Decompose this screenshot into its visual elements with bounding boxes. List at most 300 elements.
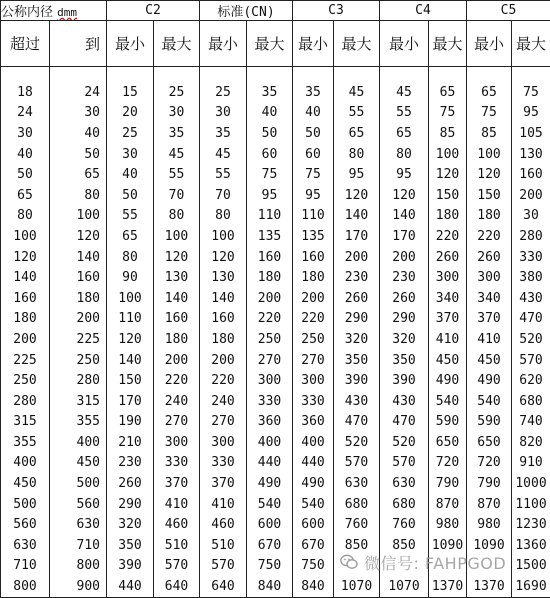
table-cell: 200 bbox=[334, 247, 380, 268]
table-cell: 290 bbox=[334, 309, 380, 330]
table-cell: 65 bbox=[380, 123, 429, 144]
table-cell: 140 bbox=[154, 288, 200, 309]
table-cell: 1000 bbox=[512, 473, 550, 494]
table-cell: 50 bbox=[107, 185, 154, 206]
table-cell: 290 bbox=[107, 494, 154, 515]
table-cell: 710 bbox=[50, 535, 107, 556]
table-cell: 25 bbox=[154, 82, 200, 103]
table-cell: 750 bbox=[293, 556, 334, 577]
table-cell: 65 bbox=[1, 185, 50, 206]
table-cell: 220 bbox=[154, 370, 200, 391]
table-cell: 320 bbox=[334, 329, 380, 350]
table-cell: 840 bbox=[293, 576, 334, 597]
table-cell: 390 bbox=[334, 370, 380, 391]
table-cell: 800 bbox=[50, 556, 107, 577]
table-cell: 80 bbox=[107, 247, 154, 268]
table-cell: 140 bbox=[107, 350, 154, 371]
table-cell: 1230 bbox=[512, 514, 550, 535]
table-cell: 280 bbox=[1, 391, 50, 412]
table-cell: 370 bbox=[467, 309, 512, 330]
table-cell: 510 bbox=[200, 535, 247, 556]
table-cell: 120 bbox=[1, 247, 50, 268]
table-cell: 230 bbox=[380, 267, 429, 288]
table-cell: 45 bbox=[380, 82, 429, 103]
table-cell: 870 bbox=[429, 494, 467, 515]
table-cell: 330 bbox=[154, 453, 200, 474]
table-cell: 1100 bbox=[512, 494, 550, 515]
table-cell: 80 bbox=[380, 144, 429, 165]
table-cell: 50 bbox=[50, 144, 107, 165]
header-row-groups bbox=[1, 1, 550, 21]
table-row bbox=[1, 412, 550, 433]
table-cell: 180 bbox=[429, 206, 467, 227]
table-cell: 30 bbox=[200, 103, 247, 124]
table-cell: 490 bbox=[429, 370, 467, 391]
table-cell: 65 bbox=[334, 123, 380, 144]
table-cell: 490 bbox=[247, 473, 293, 494]
table-cell: 290 bbox=[380, 309, 429, 330]
table-cell: 1360 bbox=[512, 535, 550, 556]
table-cell: 40 bbox=[293, 103, 334, 124]
table-cell: 250 bbox=[50, 350, 107, 371]
table-cell: 300 bbox=[429, 267, 467, 288]
table-cell: 140 bbox=[200, 288, 247, 309]
table-cell: 370 bbox=[429, 309, 467, 330]
table-cell: 680 bbox=[512, 391, 550, 412]
table-cell: 1090 bbox=[467, 535, 512, 556]
table-cell: 470 bbox=[334, 412, 380, 433]
table-cell: 410 bbox=[200, 494, 247, 515]
table-cell: 200 bbox=[50, 309, 107, 330]
table-row bbox=[1, 82, 550, 103]
table-cell: 720 bbox=[467, 453, 512, 474]
table-cell: 95 bbox=[293, 185, 334, 206]
table-row bbox=[1, 288, 550, 309]
table-cell: 510 bbox=[154, 535, 200, 556]
table-cell: 150 bbox=[107, 370, 154, 391]
table-cell: 315 bbox=[50, 391, 107, 412]
table-cell: 560 bbox=[50, 494, 107, 515]
table-cell: 130 bbox=[512, 144, 550, 165]
table-cell: 80 bbox=[1, 206, 50, 227]
table-cell: 180 bbox=[1, 309, 50, 330]
table-cell: 95 bbox=[334, 164, 380, 185]
table-cell: 540 bbox=[247, 494, 293, 515]
table-cell: 450 bbox=[467, 350, 512, 371]
table-cell: 95 bbox=[380, 164, 429, 185]
table-cell: 430 bbox=[512, 288, 550, 309]
table-cell: 120 bbox=[107, 329, 154, 350]
table-cell: 980 bbox=[429, 514, 467, 535]
table-cell: 30 bbox=[107, 144, 154, 165]
table-cell: 35 bbox=[154, 123, 200, 144]
table-cell bbox=[380, 556, 429, 577]
table-cell: 250 bbox=[293, 329, 334, 350]
table-cell: 110 bbox=[293, 206, 334, 227]
table-cell: 200 bbox=[154, 350, 200, 371]
table-cell: 35 bbox=[200, 123, 247, 144]
table-cell: 180 bbox=[467, 206, 512, 227]
table-cell: 300 bbox=[467, 267, 512, 288]
table-cell: 670 bbox=[247, 535, 293, 556]
table-cell: 440 bbox=[293, 453, 334, 474]
table-row bbox=[1, 494, 550, 515]
table-cell: 24 bbox=[50, 82, 107, 103]
table-cell: 100 bbox=[1, 226, 50, 247]
table-cell: 300 bbox=[247, 370, 293, 391]
table-cell: 400 bbox=[247, 432, 293, 453]
table-cell: 540 bbox=[293, 494, 334, 515]
table-cell: 900 bbox=[50, 576, 107, 597]
table-row bbox=[1, 514, 550, 535]
table-cell: 490 bbox=[467, 370, 512, 391]
table-cell: 630 bbox=[50, 514, 107, 535]
table-cell: 570 bbox=[380, 453, 429, 474]
table-cell: 320 bbox=[107, 514, 154, 535]
table-cell: 680 bbox=[334, 494, 380, 515]
table-cell: 95 bbox=[247, 185, 293, 206]
table-cell: 140 bbox=[50, 247, 107, 268]
table-cell: 790 bbox=[467, 473, 512, 494]
table-cell: 230 bbox=[334, 267, 380, 288]
header-to: 到 bbox=[50, 21, 107, 67]
table-row bbox=[1, 453, 550, 474]
table-cell: 200 bbox=[1, 329, 50, 350]
table-cell: 220 bbox=[429, 226, 467, 247]
table-row bbox=[1, 329, 550, 350]
table-cell: 710 bbox=[1, 556, 50, 577]
table-cell: 520 bbox=[380, 432, 429, 453]
table-cell: 340 bbox=[467, 288, 512, 309]
table-cell: 570 bbox=[512, 350, 550, 371]
table-cell: 360 bbox=[247, 412, 293, 433]
table-cell: 180 bbox=[200, 329, 247, 350]
table-cell: 320 bbox=[380, 329, 429, 350]
table-cell: 50 bbox=[1, 164, 50, 185]
table-cell: 80 bbox=[334, 144, 380, 165]
header-c2-min: 最小 bbox=[107, 21, 154, 67]
table-cell: 240 bbox=[200, 391, 247, 412]
header-cn-max: 最大 bbox=[247, 21, 293, 67]
table-cell: 570 bbox=[334, 453, 380, 474]
table-cell: 410 bbox=[154, 494, 200, 515]
table-cell: 160 bbox=[154, 309, 200, 330]
table-cell: 170 bbox=[380, 226, 429, 247]
table-cell: 790 bbox=[429, 473, 467, 494]
table-cell: 110 bbox=[107, 309, 154, 330]
table-cell: 350 bbox=[334, 350, 380, 371]
table-cell: 110 bbox=[247, 206, 293, 227]
header-group-c5: C5 bbox=[467, 1, 550, 21]
table-cell: 260 bbox=[429, 247, 467, 268]
table-cell: 75 bbox=[512, 82, 550, 103]
table-cell: 570 bbox=[200, 556, 247, 577]
table-cell: 30 bbox=[512, 206, 550, 227]
table-cell: 1500 bbox=[512, 556, 550, 577]
table-cell: 170 bbox=[334, 226, 380, 247]
table-cell: 160 bbox=[200, 309, 247, 330]
table-cell: 160 bbox=[293, 247, 334, 268]
table-cell: 85 bbox=[467, 123, 512, 144]
table-cell: 100 bbox=[154, 226, 200, 247]
table-cell bbox=[334, 556, 380, 577]
table-cell: 670 bbox=[293, 535, 334, 556]
table-cell: 180 bbox=[50, 288, 107, 309]
table-cell: 400 bbox=[50, 432, 107, 453]
table-cell: 24 bbox=[1, 103, 50, 124]
table-cell: 15 bbox=[107, 82, 154, 103]
header-nominal-label: 公称内径 bbox=[1, 5, 53, 20]
header-group-c4: C4 bbox=[380, 1, 467, 21]
table-cell: 160 bbox=[50, 267, 107, 288]
table-cell: 150 bbox=[467, 185, 512, 206]
table-cell: 180 bbox=[154, 329, 200, 350]
table-cell: 160 bbox=[512, 164, 550, 185]
table-cell: 850 bbox=[380, 535, 429, 556]
table-cell: 680 bbox=[380, 494, 429, 515]
table-row bbox=[1, 556, 550, 577]
table-cell: 140 bbox=[334, 206, 380, 227]
header-c3-max: 最大 bbox=[334, 21, 380, 67]
table-cell: 150 bbox=[429, 185, 467, 206]
table-cell: 390 bbox=[380, 370, 429, 391]
table-row bbox=[1, 144, 550, 165]
table-cell: 640 bbox=[154, 576, 200, 597]
table-cell: 330 bbox=[200, 453, 247, 474]
table-cell: 430 bbox=[334, 391, 380, 412]
table-cell: 840 bbox=[247, 576, 293, 597]
table-cell: 260 bbox=[467, 247, 512, 268]
table-cell: 80 bbox=[50, 185, 107, 206]
table-row bbox=[1, 576, 550, 597]
table-row bbox=[1, 123, 550, 144]
table-cell: 270 bbox=[200, 412, 247, 433]
table-cell: 225 bbox=[1, 350, 50, 371]
table-row bbox=[1, 432, 550, 453]
header-nominal-diameter bbox=[1, 1, 107, 21]
table-cell: 120 bbox=[50, 226, 107, 247]
table-cell: 120 bbox=[380, 185, 429, 206]
table-cell: 270 bbox=[247, 350, 293, 371]
table-cell: 540 bbox=[467, 391, 512, 412]
table-cell: 75 bbox=[429, 103, 467, 124]
table-cell: 200 bbox=[247, 288, 293, 309]
header-c5-min: 最小 bbox=[467, 21, 512, 67]
table-cell: 230 bbox=[107, 453, 154, 474]
table-cell: 650 bbox=[429, 432, 467, 453]
table-row bbox=[1, 473, 550, 494]
table-cell: 460 bbox=[200, 514, 247, 535]
table-cell: 870 bbox=[467, 494, 512, 515]
table-cell: 430 bbox=[380, 391, 429, 412]
table-cell: 120 bbox=[154, 247, 200, 268]
table-cell: 800 bbox=[1, 576, 50, 597]
table-cell: 120 bbox=[429, 164, 467, 185]
header-row-subcolumns bbox=[1, 21, 550, 67]
header-cn-min: 最小 bbox=[200, 21, 247, 67]
header-group-cn: 标准(CN) bbox=[200, 1, 293, 21]
table-cell: 270 bbox=[293, 350, 334, 371]
table-cell: 1690 bbox=[512, 576, 550, 597]
table-cell: 25 bbox=[107, 123, 154, 144]
table-cell: 280 bbox=[512, 226, 550, 247]
table-cell: 315 bbox=[1, 412, 50, 433]
table-cell: 750 bbox=[247, 556, 293, 577]
table-row bbox=[1, 226, 550, 247]
table-cell: 410 bbox=[467, 329, 512, 350]
table-cell: 55 bbox=[380, 103, 429, 124]
header-group-c3: C3 bbox=[293, 1, 380, 21]
table-cell: 75 bbox=[467, 103, 512, 124]
table-cell: 1370 bbox=[467, 576, 512, 597]
table-cell: 460 bbox=[154, 514, 200, 535]
table-cell: 80 bbox=[154, 206, 200, 227]
table-cell: 720 bbox=[429, 453, 467, 474]
table-cell: 180 bbox=[247, 267, 293, 288]
header-c2-max: 最大 bbox=[154, 21, 200, 67]
table-cell: 40 bbox=[50, 123, 107, 144]
table-cell: 410 bbox=[429, 329, 467, 350]
table-cell: 200 bbox=[512, 185, 550, 206]
table-cell: 220 bbox=[293, 309, 334, 330]
table-cell: 200 bbox=[200, 350, 247, 371]
table-cell: 170 bbox=[107, 391, 154, 412]
table-cell: 630 bbox=[334, 473, 380, 494]
table-cell: 135 bbox=[293, 226, 334, 247]
table-cell: 260 bbox=[334, 288, 380, 309]
table-cell: 440 bbox=[247, 453, 293, 474]
table-cell: 300 bbox=[200, 432, 247, 453]
table-cell: 450 bbox=[50, 453, 107, 474]
table-cell: 45 bbox=[334, 82, 380, 103]
table-cell: 300 bbox=[154, 432, 200, 453]
table-cell: 100 bbox=[200, 226, 247, 247]
table-cell: 90 bbox=[107, 267, 154, 288]
table-cell bbox=[429, 556, 467, 577]
table-cell: 820 bbox=[512, 432, 550, 453]
table-cell: 225 bbox=[50, 329, 107, 350]
table-cell: 910 bbox=[512, 453, 550, 474]
table-cell: 520 bbox=[512, 329, 550, 350]
table-cell: 50 bbox=[293, 123, 334, 144]
table-cell: 130 bbox=[200, 267, 247, 288]
table-row bbox=[1, 391, 550, 412]
header-nominal-unit: dmm bbox=[57, 6, 77, 19]
table-cell: 500 bbox=[1, 494, 50, 515]
table-cell: 560 bbox=[1, 514, 50, 535]
table-cell: 640 bbox=[200, 576, 247, 597]
table-cell: 120 bbox=[334, 185, 380, 206]
table-cell: 95 bbox=[512, 103, 550, 124]
table-cell: 850 bbox=[334, 535, 380, 556]
table-cell: 980 bbox=[467, 514, 512, 535]
table-cell: 450 bbox=[1, 473, 50, 494]
table-cell: 30 bbox=[1, 123, 50, 144]
table-cell bbox=[467, 556, 512, 577]
table-cell: 18 bbox=[1, 82, 50, 103]
table-cell: 140 bbox=[380, 206, 429, 227]
table-cell: 120 bbox=[200, 247, 247, 268]
table-cell: 450 bbox=[429, 350, 467, 371]
table-cell: 40 bbox=[107, 164, 154, 185]
table-cell: 280 bbox=[50, 370, 107, 391]
table-cell: 60 bbox=[247, 144, 293, 165]
table-row bbox=[1, 309, 550, 330]
table-cell: 300 bbox=[293, 370, 334, 391]
table-cell: 470 bbox=[512, 309, 550, 330]
header-c3-min: 最小 bbox=[293, 21, 334, 67]
table-cell: 630 bbox=[1, 535, 50, 556]
table-cell: 380 bbox=[512, 267, 550, 288]
table-cell: 1370 bbox=[429, 576, 467, 597]
table-cell: 30 bbox=[154, 103, 200, 124]
table-cell: 590 bbox=[429, 412, 467, 433]
table-cell: 190 bbox=[107, 412, 154, 433]
table-cell: 105 bbox=[512, 123, 550, 144]
table-cell: 45 bbox=[154, 144, 200, 165]
table-cell: 65 bbox=[429, 82, 467, 103]
table-cell: 440 bbox=[107, 576, 154, 597]
table-cell: 500 bbox=[50, 473, 107, 494]
table-cell: 60 bbox=[293, 144, 334, 165]
table-cell: 240 bbox=[154, 391, 200, 412]
table-cell: 20 bbox=[107, 103, 154, 124]
table-cell: 160 bbox=[1, 288, 50, 309]
table-cell: 330 bbox=[512, 247, 550, 268]
table-cell: 590 bbox=[467, 412, 512, 433]
table-cell: 75 bbox=[247, 164, 293, 185]
watermark-text: 微信号: FAHPGOD bbox=[364, 551, 506, 574]
table-cell: 100 bbox=[50, 206, 107, 227]
header-c4-min: 最小 bbox=[380, 21, 429, 67]
table-cell: 355 bbox=[50, 412, 107, 433]
header-c5-max: 最大 bbox=[512, 21, 550, 67]
table-row bbox=[1, 267, 550, 288]
table-cell: 630 bbox=[380, 473, 429, 494]
table-cell: 620 bbox=[512, 370, 550, 391]
table-cell: 40 bbox=[247, 103, 293, 124]
table-cell: 100 bbox=[107, 288, 154, 309]
table-cell: 45 bbox=[200, 144, 247, 165]
table-row bbox=[1, 247, 550, 268]
table-cell: 80 bbox=[200, 206, 247, 227]
table-cell: 85 bbox=[429, 123, 467, 144]
table-cell: 390 bbox=[107, 556, 154, 577]
table-cell: 40 bbox=[1, 144, 50, 165]
table-cell: 260 bbox=[380, 288, 429, 309]
table-row bbox=[1, 370, 550, 391]
table-cell: 370 bbox=[200, 473, 247, 494]
header-group-c2: C2 bbox=[107, 1, 200, 21]
table-cell: 70 bbox=[200, 185, 247, 206]
table-cell: 140 bbox=[1, 267, 50, 288]
table-cell: 55 bbox=[334, 103, 380, 124]
table-cell: 600 bbox=[247, 514, 293, 535]
table-cell: 100 bbox=[467, 144, 512, 165]
table-cell: 70 bbox=[154, 185, 200, 206]
table-cell: 55 bbox=[154, 164, 200, 185]
header-gap-row bbox=[1, 67, 550, 83]
table-cell: 120 bbox=[467, 164, 512, 185]
header-c4-max: 最大 bbox=[429, 21, 467, 67]
table-cell: 55 bbox=[200, 164, 247, 185]
table-cell: 1070 bbox=[380, 576, 429, 597]
table-cell: 490 bbox=[293, 473, 334, 494]
table-row bbox=[1, 103, 550, 124]
table-cell: 75 bbox=[293, 164, 334, 185]
table-cell: 330 bbox=[247, 391, 293, 412]
table-cell: 55 bbox=[107, 206, 154, 227]
